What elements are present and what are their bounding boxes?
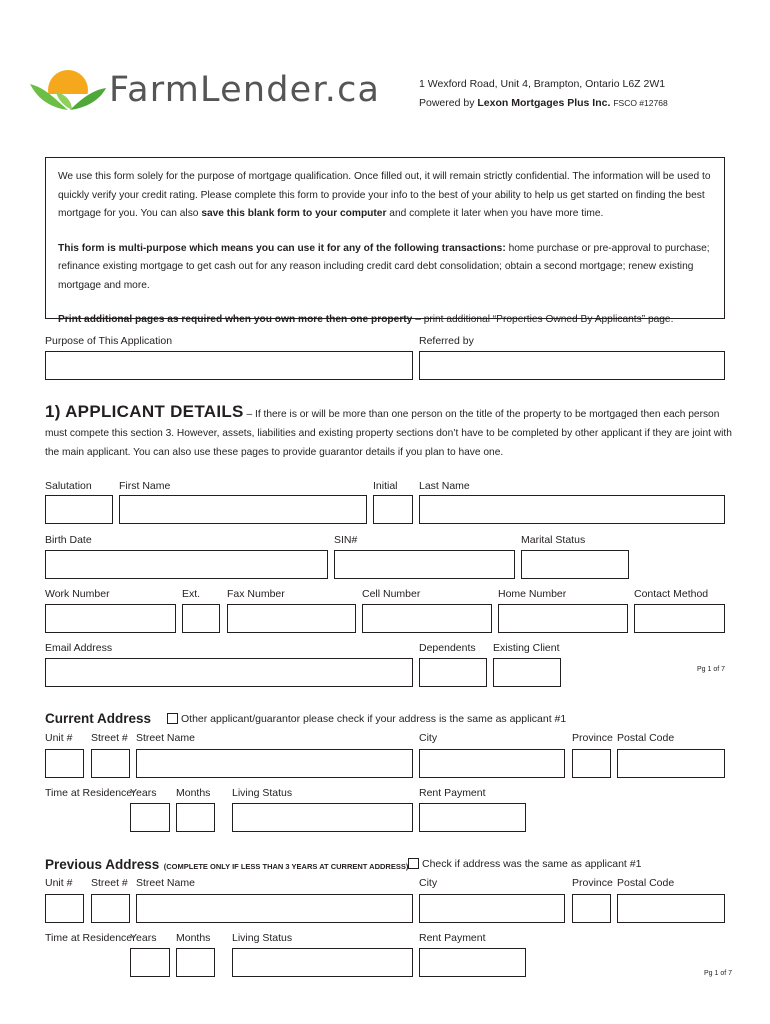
page-marker-top: Pg 1 of 7 [697,666,726,673]
section1-description: – If there is or will be more than one person on the title of the property to be mortgaged then each person must compete this section 3. However, assets, liabilities and existing property sections don’t have to be completed by other applicant if they are joint with the main applicant. You can also use these pages to provide guarantor details if you plan to have one. [45,409,732,458]
intro-emphasis: save this blank form to your computer [201,208,387,219]
sin-field[interactable] [334,550,515,579]
work-number-label: Work Number [45,588,110,600]
previous-street-number-field[interactable] [91,894,130,923]
previous-province-field[interactable] [572,894,611,923]
logo-mark-icon [26,66,108,114]
previous-address-header [45,856,408,874]
purpose-field[interactable] [45,351,413,380]
section1-title: 1) APPLICANT DETAILS [45,402,244,421]
time-at-residence-label: Time at Residence: [45,787,136,799]
intro-text: and complete it later when you have more time. [389,208,604,219]
street-name-label: Street Name [136,877,195,889]
previous-unit-field[interactable] [45,894,84,923]
existing-client-field[interactable] [493,658,561,687]
current-city-field[interactable] [419,749,565,778]
intro-text: home purchase or pre-approval to purchase; refinance existing mortgage to get cash out for any reason including credit card debt consolidation; obtain a second mortgage; renew existing mortgage and more. [58,242,710,291]
intro-paragraph-3 [58,311,712,330]
current-years-field[interactable] [130,803,170,832]
fax-number-field[interactable] [227,604,356,633]
dependents-label: Dependents [419,642,476,654]
current-months-field[interactable] [176,803,215,832]
last-name-field[interactable] [419,495,725,524]
street-number-label: Street # [91,732,128,744]
street-number-label: Street # [91,877,128,889]
initial-label: Initial [373,480,398,492]
page-marker-bottom: Pg 1 of 7 [704,970,733,977]
email-field[interactable] [45,658,413,687]
postal-code-label: Postal Code [617,732,675,744]
marital-status-label: Marital Status [521,534,586,546]
current-address-title: Current Address [45,711,152,726]
home-number-field[interactable] [498,604,628,633]
previous-living-status-field[interactable] [232,948,413,977]
first-name-field[interactable] [119,495,367,524]
intro-text: We use this form solely for the purpose of mortgage qualification. Once filled out, it will remain strictly confidential. The information will be used to quickly verify your credit rating. Please complete this form to provide your info to the best of your ability to help us get started on finding the best mortgage for you. You can also [58,171,711,219]
fsco-number: FSCO #12768 [613,98,668,108]
years-label: Years [130,932,157,944]
dependents-field[interactable] [419,658,487,687]
referred-field[interactable] [419,351,725,380]
intro-emphasis: This form is multi-purpose which means you can use it for any of the following transactions: [58,242,506,254]
ext-field[interactable] [182,604,220,633]
powered-by [419,97,668,109]
previous-address-checkbox[interactable] [408,858,419,869]
unit-label: Unit # [45,877,73,889]
intro-box [45,157,725,325]
living-status-label: Living Status [232,932,293,944]
purpose-label: Purpose of This Application [45,335,173,347]
unit-label: Unit # [45,732,73,744]
postal-code-label: Postal Code [617,877,675,889]
birth-date-label: Birth Date [45,534,92,546]
province-label: Province [572,877,613,889]
time-at-residence-label: Time at Residence: [45,932,136,944]
street-name-label: Street Name [136,732,195,744]
city-label: City [419,877,438,889]
existing-client-label: Existing Client [493,642,560,654]
living-status-label: Living Status [232,787,293,799]
powered-company: Lexon Mortgages Plus Inc. [477,97,611,109]
current-rent-payment-field[interactable] [419,803,526,832]
salutation-field[interactable] [45,495,113,524]
months-label: Months [176,932,211,944]
intro-paragraph-1 [58,168,712,224]
intro-text: – print additional “Properties Owned By Applicants” page. [415,314,674,325]
intro-emphasis: Print additional pages as required when you own more then one property [58,314,413,325]
birth-date-field[interactable] [45,550,328,579]
previous-city-field[interactable] [419,894,565,923]
months-label: Months [176,787,211,799]
email-label: Email Address [45,642,113,654]
previous-address-note: (COMPLETE ONLY IF LESS THAN 3 YEARS AT CURRENT ADDRESS) [163,862,409,871]
intro-paragraph-2 [58,240,712,296]
previous-years-field[interactable] [130,948,170,977]
last-name-label: Last Name [419,480,470,492]
work-number-field[interactable] [45,604,176,633]
logo [26,66,108,114]
current-unit-field[interactable] [45,749,84,778]
previous-address-check-label: Check if address was the same as applicant #1 [422,858,642,870]
marital-status-field[interactable] [521,550,629,579]
previous-address-title: Previous Address [45,857,160,872]
cell-number-field[interactable] [362,604,492,633]
rent-payment-label: Rent Payment [419,932,486,944]
section1-header [45,402,735,462]
city-label: City [419,732,438,744]
current-street-number-field[interactable] [91,749,130,778]
cell-number-label: Cell Number [362,588,421,600]
company-address: 1 Wexford Road, Unit 4, Brampton, Ontario L6Z 2W1 [419,78,666,90]
home-number-label: Home Number [498,588,567,600]
years-label: Years [130,787,157,799]
powered-prefix: Powered by [419,97,475,109]
referred-label: Referred by [419,335,474,347]
current-living-status-field[interactable] [232,803,413,832]
previous-street-name-field[interactable] [136,894,413,923]
brand-name: FarmLender.ca [109,70,381,110]
rent-payment-label: Rent Payment [419,787,486,799]
contact-method-field[interactable] [634,604,725,633]
current-address-check-label: Other applicant/guarantor please check if your address is the same as applicant #1 [181,713,567,725]
initial-field[interactable] [373,495,413,524]
previous-rent-payment-field[interactable] [419,948,526,977]
ext-label: Ext. [182,588,201,600]
current-street-name-field[interactable] [136,749,413,778]
salutation-label: Salutation [45,480,92,492]
sin-label: SIN# [334,534,358,546]
province-label: Province [572,732,613,744]
current-postal-code-field[interactable] [617,749,725,778]
previous-postal-code-field[interactable] [617,894,725,923]
contact-method-label: Contact Method [634,588,709,600]
current-address-checkbox[interactable] [167,713,178,724]
current-province-field[interactable] [572,749,611,778]
fax-number-label: Fax Number [227,588,285,600]
first-name-label: First Name [119,480,171,492]
previous-months-field[interactable] [176,948,215,977]
